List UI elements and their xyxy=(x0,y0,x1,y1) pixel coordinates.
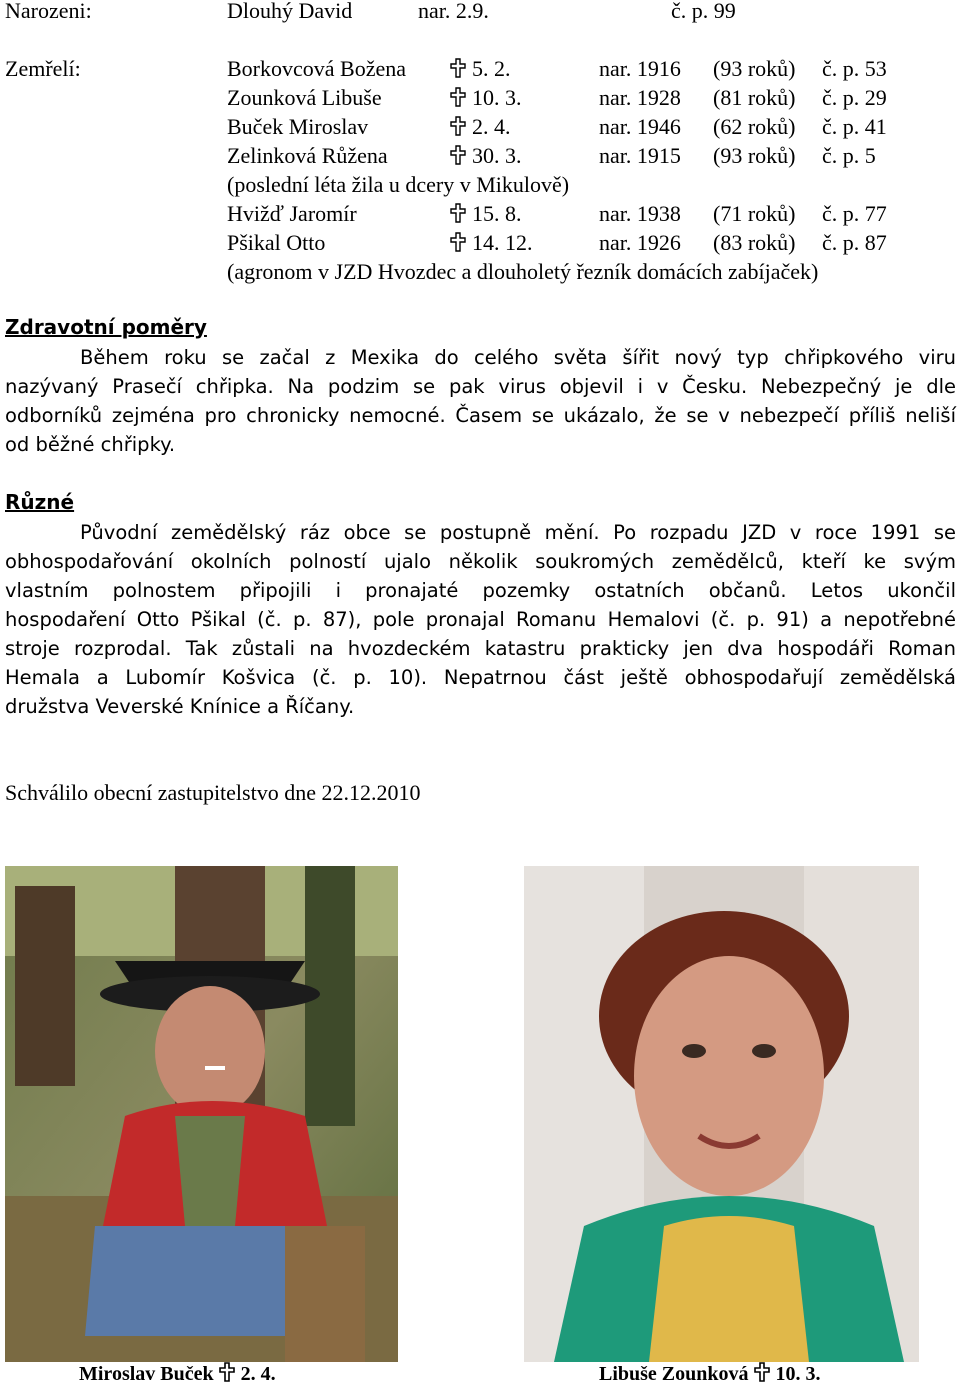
paragraph-line: hospodaření Otto Pšikal (č. p. 87), pole pronajal Romanu Hemalovi (č. p. 91) a nepotřebné xyxy=(5,608,956,631)
death-age: (62 roků) xyxy=(713,114,796,139)
death-date xyxy=(450,54,511,83)
death-house: č. p. 87 xyxy=(822,230,887,255)
approval-text: Schválilo obecní zastupitelstvo dne 22.12.2010 xyxy=(5,780,421,805)
death-house: č. p. 53 xyxy=(822,56,887,81)
photo-caption-right xyxy=(599,1362,821,1386)
paragraph-line: družstva Veverské Knínice a Říčany. xyxy=(5,695,355,718)
death-age: (93 roků) xyxy=(713,143,796,168)
paragraph-line: odborníků zejména pro chronicky nemocné. Časem se ukázalo, že se v nebezpečí příliš neliší xyxy=(5,404,956,427)
death-name: Zounková Libuše xyxy=(227,85,382,110)
health-paragraph xyxy=(5,343,956,459)
paragraph-line: Během roku se začal z Mexika do celého světa šířit nový typ chřipkového viru xyxy=(80,346,956,369)
cross-icon xyxy=(754,1362,770,1382)
death-date xyxy=(450,199,522,228)
death-date xyxy=(450,112,511,141)
photo-caption-left xyxy=(79,1362,276,1386)
death-name: Zelinková Růžena xyxy=(227,143,388,168)
death-house: č. p. 29 xyxy=(822,85,887,110)
health-heading: Zdravotní poměry xyxy=(5,315,207,339)
photo-miroslav-bucek xyxy=(5,866,398,1362)
death-note: (agronom v JZD Hvozdec a dlouholetý řezník domácích zabíjaček) xyxy=(227,259,819,284)
death-note: (poslední léta žila u dcery v Mikulově) xyxy=(227,172,570,197)
death-date-value: 30. 3. xyxy=(472,143,522,168)
birth-house: č. p. 99 xyxy=(671,0,736,23)
birth-date: nar. 2.9. xyxy=(418,0,489,23)
death-age: (81 roků) xyxy=(713,85,796,110)
paragraph-line: Hemala a Lubomír Košvica (č. p. 10). Nepatrnou část ještě obhospodařují zemědělská xyxy=(5,666,956,689)
woman-portrait-image xyxy=(524,866,919,1362)
cross-icon xyxy=(219,1362,235,1382)
death-date-value: 2. 4. xyxy=(472,114,511,139)
misc-paragraph xyxy=(5,518,956,721)
caption-date: 10. 3. xyxy=(775,1363,821,1385)
death-age: (83 roků) xyxy=(713,230,796,255)
paragraph-line: Původní zemědělský ráz obce se postupně mění. Po rozpadu JZD v roce 1991 se xyxy=(80,521,956,544)
death-born: nar. 1946 xyxy=(599,114,681,139)
death-born: nar. 1926 xyxy=(599,230,681,255)
death-born: nar. 1916 xyxy=(599,56,681,81)
misc-heading: Různé xyxy=(5,490,75,514)
death-date xyxy=(450,228,533,257)
paragraph-line: obhospodařování okolních polností ujalo několik soukromých zemědělců, kteří ke svým xyxy=(5,550,956,573)
caption-name: Miroslav Buček xyxy=(79,1363,214,1385)
death-name: Pšikal Otto xyxy=(227,230,326,255)
paragraph-line: stroje rozprodal. Tak zůstali na hvozdeckém katastru prakticky jen dva hospodáři Roman xyxy=(5,637,956,660)
death-house: č. p. 5 xyxy=(822,143,876,168)
cross-icon xyxy=(450,145,466,165)
death-name: Hvižď Jaromír xyxy=(227,201,357,226)
cross-icon xyxy=(450,232,466,252)
death-name: Buček Miroslav xyxy=(227,114,369,139)
death-born: nar. 1928 xyxy=(599,85,681,110)
death-date xyxy=(450,83,522,112)
death-date-value: 14. 12. xyxy=(472,230,533,255)
cross-icon xyxy=(450,58,466,78)
death-born: nar. 1915 xyxy=(599,143,681,168)
death-house: č. p. 77 xyxy=(822,201,887,226)
death-house: č. p. 41 xyxy=(822,114,887,139)
death-date-value: 15. 8. xyxy=(472,201,522,226)
death-born: nar. 1938 xyxy=(599,201,681,226)
cross-icon xyxy=(450,203,466,223)
death-age: (93 roků) xyxy=(713,56,796,81)
births-label: Narozeni: xyxy=(5,0,92,23)
death-date-value: 5. 2. xyxy=(472,56,511,81)
cross-icon xyxy=(450,87,466,107)
cross-icon xyxy=(450,116,466,136)
paragraph-line: od běžné chřipky. xyxy=(5,433,176,456)
caption-date: 2. 4. xyxy=(240,1363,276,1385)
birth-name: Dlouhý David xyxy=(227,0,353,23)
death-name: Borkovcová Božena xyxy=(227,56,406,81)
death-date xyxy=(450,141,522,170)
paragraph-line: nazývaný Prasečí chřipka. Na podzim se pak virus objevil i v Česku. Nebezpečný je dle xyxy=(5,375,956,398)
deaths-label: Zemřelí: xyxy=(5,56,81,81)
man-portrait-image xyxy=(5,866,398,1362)
paragraph-line: vlastním polnostem připojili i pronajaté pozemky ostatních občanů. Letos ukončil xyxy=(5,579,956,602)
death-date-value: 10. 3. xyxy=(472,85,522,110)
photo-libuse-zounkova xyxy=(524,866,919,1362)
death-age: (71 roků) xyxy=(713,201,796,226)
caption-name: Libuše Zounková xyxy=(599,1363,749,1385)
